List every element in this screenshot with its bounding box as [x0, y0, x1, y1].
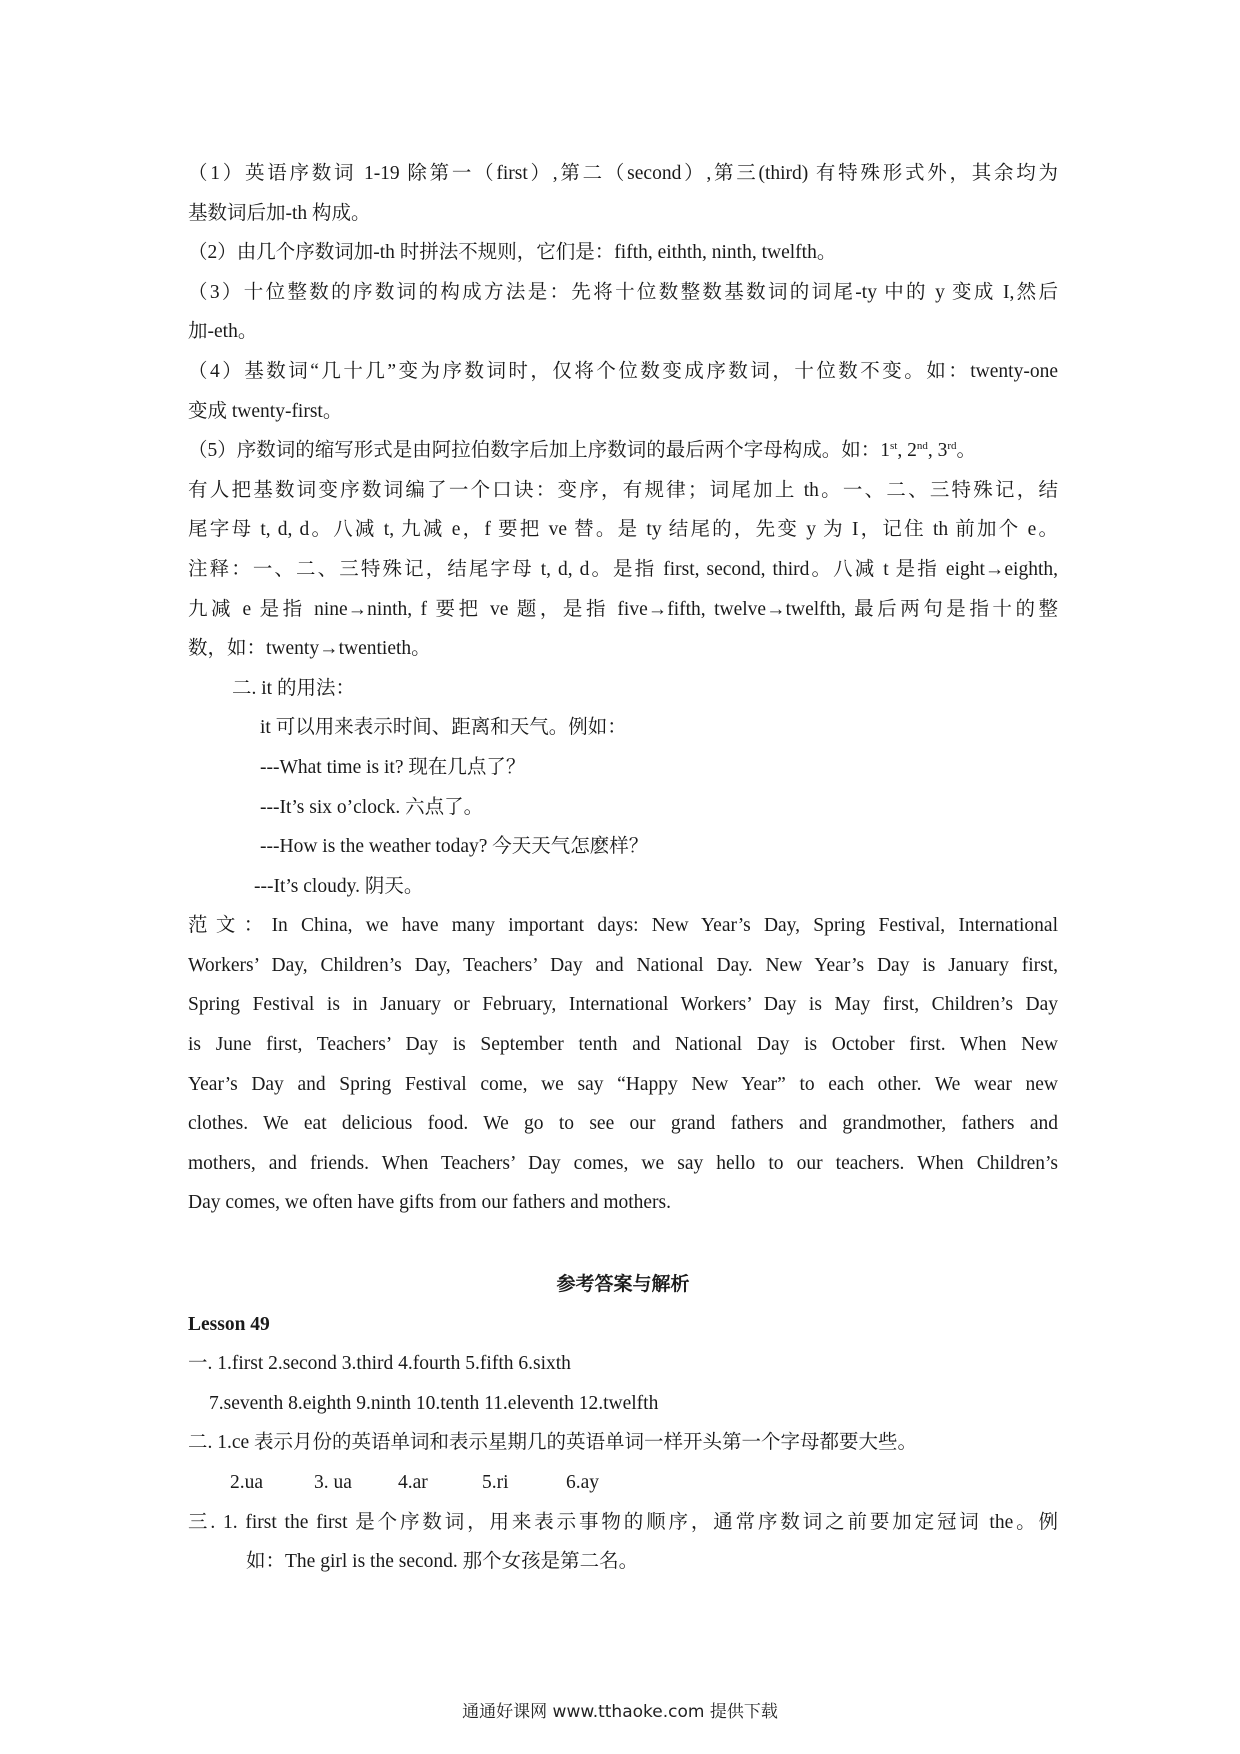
it-example-1: ---What time is it? 现在几点了？	[260, 756, 526, 778]
option-item: 6.ay	[566, 1472, 600, 1493]
rule-3-line-1: （3）十位整数的序数词的构成方法是：先将十位数整数基数词的词尾-ty 中的 y 变成 I,然后	[188, 281, 1058, 303]
note-line-2: 九减 e 是指 nine→ninth, f 要把 ve 题，是指 five→fifth, twelve→twelfth, 最后两句是指十的整	[188, 598, 1058, 620]
essay-line-7: mothers, and friends. When Teachers’ Day comes, we say hello to our teachers. When Children’s	[188, 1152, 1058, 1174]
answer-part-1-line-1: 一. 1.first 2.second 3.third 4.fourth 5.fifth 6.sixth	[188, 1353, 571, 1375]
note-line-1: 注释：一、二、三特殊记，结尾字母 t, d, d。是指 first, second, third。八减 t 是指 eight→eighth,	[188, 558, 1058, 580]
it-usage-title: 二. it 的用法：	[232, 677, 355, 699]
ordinal-abbrev-2: 2nd	[907, 440, 928, 462]
it-example-2: ---It’s six o’clock. 六点了。	[260, 796, 484, 818]
rule-5-text: （5）序数词的缩写形式是由阿拉伯数字后加上序数词的最后两个字母构成。如：	[188, 440, 881, 462]
rule-5: （5）序数词的缩写形式是由阿拉伯数字后加上序数词的最后两个字母构成。如：1st, 2nd, 3rd。	[188, 440, 977, 462]
option-item: 2.ua	[230, 1472, 264, 1493]
ordinal-abbrev-3: 3rd	[937, 440, 957, 462]
answer-part-1-line-2: 7.seventh 8.eighth 9.ninth 10.tenth 11.eleventh 12.twelfth	[209, 1392, 659, 1414]
rule-1-line-2: 基数词后加-th 构成。	[188, 202, 371, 224]
essay-line-1: 范文：In China, we have many important days: New Year’s Day, Spring Festival, International	[188, 915, 1058, 937]
rule-4-line-2: 变成 twenty-first。	[188, 400, 343, 422]
mnemonic-line-1: 有人把基数词变序数词编了一个口诀：变序，有规律；词尾加上 th。一、二、三特殊记，结	[188, 479, 1058, 501]
essay-line-5: Year’s Day and Spring Festival come, we say “Happy New Year” to each other. We wear new	[188, 1073, 1058, 1095]
rule-4-line-1: （4）基数词“几十几”变为序数词时，仅将个位数变成序数词，十位数不变。如：twenty-one	[188, 360, 1058, 382]
rule-3-line-2: 加-eth。	[188, 321, 258, 343]
page-footer: 通通好课网 www.tthaoke.com 提供下载	[462, 1702, 778, 1722]
answer-part-2-line-1: 二. 1.ce 表示月份的英语单词和表示星期几的英语单词一样开头第一个字母都要大些。	[188, 1432, 918, 1454]
essay-line-2: Workers’ Day, Children’s Day, Teachers’ Day and National Day. New Year’s Day is January first,	[188, 954, 1058, 976]
document-body	[188, 154, 1058, 1582]
option-item: 5.ri	[482, 1472, 509, 1493]
essay-line-6: clothes. We eat delicious food. We go to see our grand fathers and grandmother, fathers and	[188, 1113, 1058, 1135]
essay-line-4: is June first, Teachers’ Day is September tenth and National Day is October first. When New	[188, 1034, 1058, 1056]
essay-line-8: Day comes, we often have gifts from our fathers and mothers.	[188, 1192, 672, 1214]
it-example-3: ---How is the weather today? 今天天气怎麽样？	[260, 836, 649, 858]
lesson-title: Lesson 49	[188, 1313, 270, 1335]
option-item: 3. ua	[314, 1472, 352, 1493]
rule-1-line-1: （1）英语序数词 1-19 除第一（first）,第二（second）,第三(third) 有特殊形式外，其余均为	[188, 163, 1058, 184]
answer-part-3-line-1: 三. 1. first the first 是个序数词，用来表示事物的顺序，通常序数词之前要加定冠词 the。例	[188, 1511, 1058, 1533]
option-item: 4.ar	[398, 1472, 428, 1493]
mnemonic-line-2: 尾字母 t, d, d。八减 t, 九减 e，f 要把 ve 替。是 ty 结尾的，先变 y 为 I，记住 th 前加个 e。	[188, 519, 1058, 541]
ordinal-abbrev-1: 1st	[880, 440, 898, 462]
rule-2: （2）由几个序数词加-th 时拼法不规则，它们是：fifth, eithth, ninth, twelfth。	[188, 242, 837, 264]
essay-line-3: Spring Festival is in January or February, International Workers’ Day is May first, Children’s Day	[188, 994, 1058, 1016]
answer-part-2-options	[188, 1463, 1058, 1503]
it-usage-intro: it 可以用来表示时间、距离和天气。例如：	[260, 717, 627, 739]
it-example-4: ---It’s cloudy. 阴天。	[254, 875, 424, 897]
answer-part-3-line-2: 如：The girl is the second. 那个女孩是第二名。	[246, 1551, 639, 1573]
note-line-3: 数，如：twenty→twentieth。	[188, 638, 431, 660]
answers-heading: 参考答案与解析	[556, 1273, 690, 1296]
